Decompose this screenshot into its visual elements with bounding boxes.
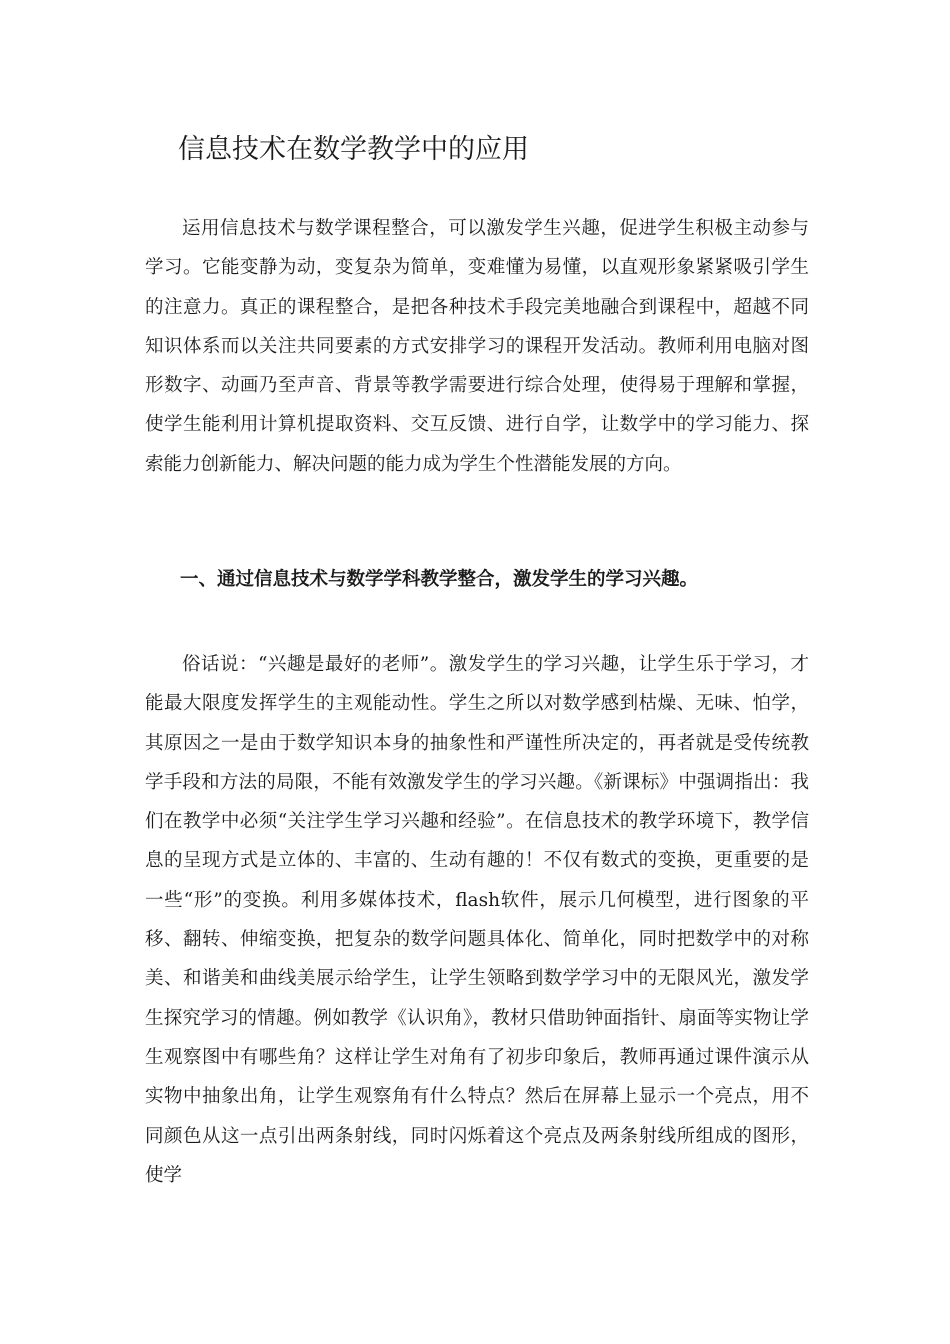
body-paragraph: 俗话说：“兴趣是最好的老师”。激发学生的学习兴趣，让学生乐于学习，才能最大限度发挥学生的主观能动性。学生之所以对数学感到枯燥、无味、怕学，其原因之一是由于数学知识本身的抽象性和严谨性所决定的，再者就是受传统教学手段和方法的局限，不能有效激发学生的学习兴趣。《新课标》中强调指出：我们在教学中必须“关注学生学习兴趣和经验”。在信息技术的教学环境下，教学信息的呈现方式是立体的、丰富的、生动有趣的！不仅有数式的变换，更重要的是一些“形”的变换。利用多媒体技术，flash软件，展示几何模型，进行图象的平移、翻转、伸缩变换，把复杂的数学问题具体化、简单化，同时把数学中的对称美、和谐美和曲线美展示给学生，让学生领略到数学学习中的无限风光，激发学生探究学习的情趣。例如教学《认识角》，教材只借助钟面指针、扇面等实物让学生观察图中有哪些角？这样让学生对角有了初步印象后，教师再通过课件演示从实物中抽象出角，让学生观察角有什么特点？然后在屏幕上显示一个亮点，用不同颜色从这一点引出两条射线，同时闪烁着这个亮点及两条射线所组成的图形，使学: [145, 654, 809, 1186]
document-title: 信息技术在数学教学中的应用: [178, 134, 529, 165]
section-heading: 一、通过信息技术与数学学科教学整合，激发学生的学习兴趣。: [180, 569, 699, 590]
intro-paragraph: 运用信息技术与数学课程整合，可以激发学生兴趣，促进学生积极主动参与学习。它能变静为动，变复杂为简单，变难懂为易懂，以直观形象紧紧吸引学生的注意力。真正的课程整合，是把各种技术手段完美地融合到课程中，超越不同知识体系而以关注共同要素的方式安排学习的课程开发活动。教师利用电脑对图形数字、动画乃至声音、背景等教学需要进行综合处理，使得易于理解和掌握，使学生能利用计算机提取资料、交互反馈、进行自学，让数学中的学习能力、探索能力创新能力、解决问题的能力成为学生个性潜能发展的方向。: [145, 218, 809, 475]
